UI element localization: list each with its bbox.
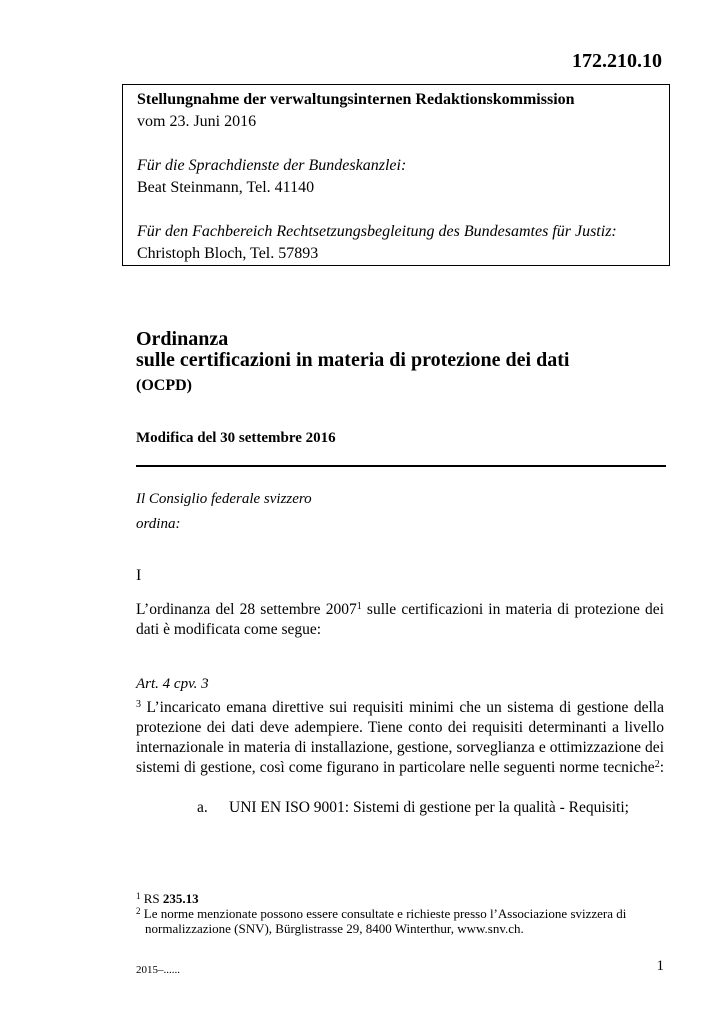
page-number: 1 [656,958,664,974]
box-heading: Stellungnahme der verwaltungsinternen Redaktionskommission [137,91,575,108]
preamble-authority: Il Consiglio federale svizzero [136,491,312,507]
footnote-ref-2[interactable]: 2 [654,759,660,770]
intro-line-1 [136,600,664,620]
box-date: vom 23. Juni 2016 [137,113,257,130]
intro-paragraph [136,600,664,640]
list-item-text: UNI EN ISO 9001: Sistemi di gestione per la qualità - Requisiti; [229,799,629,816]
article-text-4: sistemi di gestione, così come figurano in particolare nelle seguenti norme tecniche [136,759,655,776]
article-heading: Art. 4 cpv. 3 [136,676,209,692]
box-language-service-label: Für die Sprachdienste der Bundeskanzlei: [137,157,407,174]
footnote-1-number: 1 [136,891,141,901]
ordinance-title: Ordinanza [136,328,229,350]
footnote-1-prefix: RS [140,891,163,906]
ordinance-subtitle: sulle certificazioni in materia di protezione dei dati [136,349,570,371]
ordinance-abbreviation: (OCPD) [136,377,192,394]
footer-document-number: 2015–...... [136,964,180,976]
footnote-1 [136,891,199,906]
article-line-3: internazionale in materia di installazione, gestione, sorveglianza e ottimizzazione dei [136,739,664,756]
article-text-1: L’incaricato emana direttive sui requisiti minimi che un sistema di gestione della [141,699,664,716]
intro-line-2: dati è modificata come segue: [136,621,322,638]
footnote-1-reference: 235.13 [162,891,199,906]
paragraph-number: 3 [136,699,141,710]
title-divider [136,465,666,467]
footnote-2 [136,906,626,921]
footnote-2-continuation: normalizzazione (SNV), Bürglistrasse 29, 8400 Winterthur, www.snv.ch. [145,921,524,936]
article-paragraph [136,698,664,778]
section-number: I [136,567,142,584]
amendment-date: Modifica del 30 settembre 2016 [136,430,336,446]
article-text-4-end: : [659,759,664,776]
footnote-2-line-1: Le norme menzionate possono essere consultate e richieste presso l’Associazione svizzera di [140,906,627,921]
intro-text-end: sulle certificazioni in materia di protezione dei [361,601,664,618]
sr-number: 172.210.10 [572,50,662,72]
article-line-2: protezione dei dati deve adempiere. Tiene conto dei requisiti determinanti a livello [136,719,664,736]
list-item-marker: a. [197,799,208,816]
preamble-ordains: ordina: [136,516,181,532]
intro-text-start: L’ordinanza del 28 settembre 2007 [136,601,357,618]
article-line-1 [136,698,664,718]
box-language-service-contact: Beat Steinmann, Tel. 41140 [137,179,315,196]
editorial-commission-box [122,84,670,266]
box-justice-office-contact: Christoph Bloch, Tel. 57893 [137,245,319,262]
article-line-4 [136,758,664,778]
footnote-2-number: 2 [136,906,141,916]
footnote-ref-1[interactable]: 1 [356,601,362,612]
box-justice-office-label: Für den Fachbereich Rechtsetzungsbegleitung des Bundesamtes für Justiz: [137,223,617,240]
